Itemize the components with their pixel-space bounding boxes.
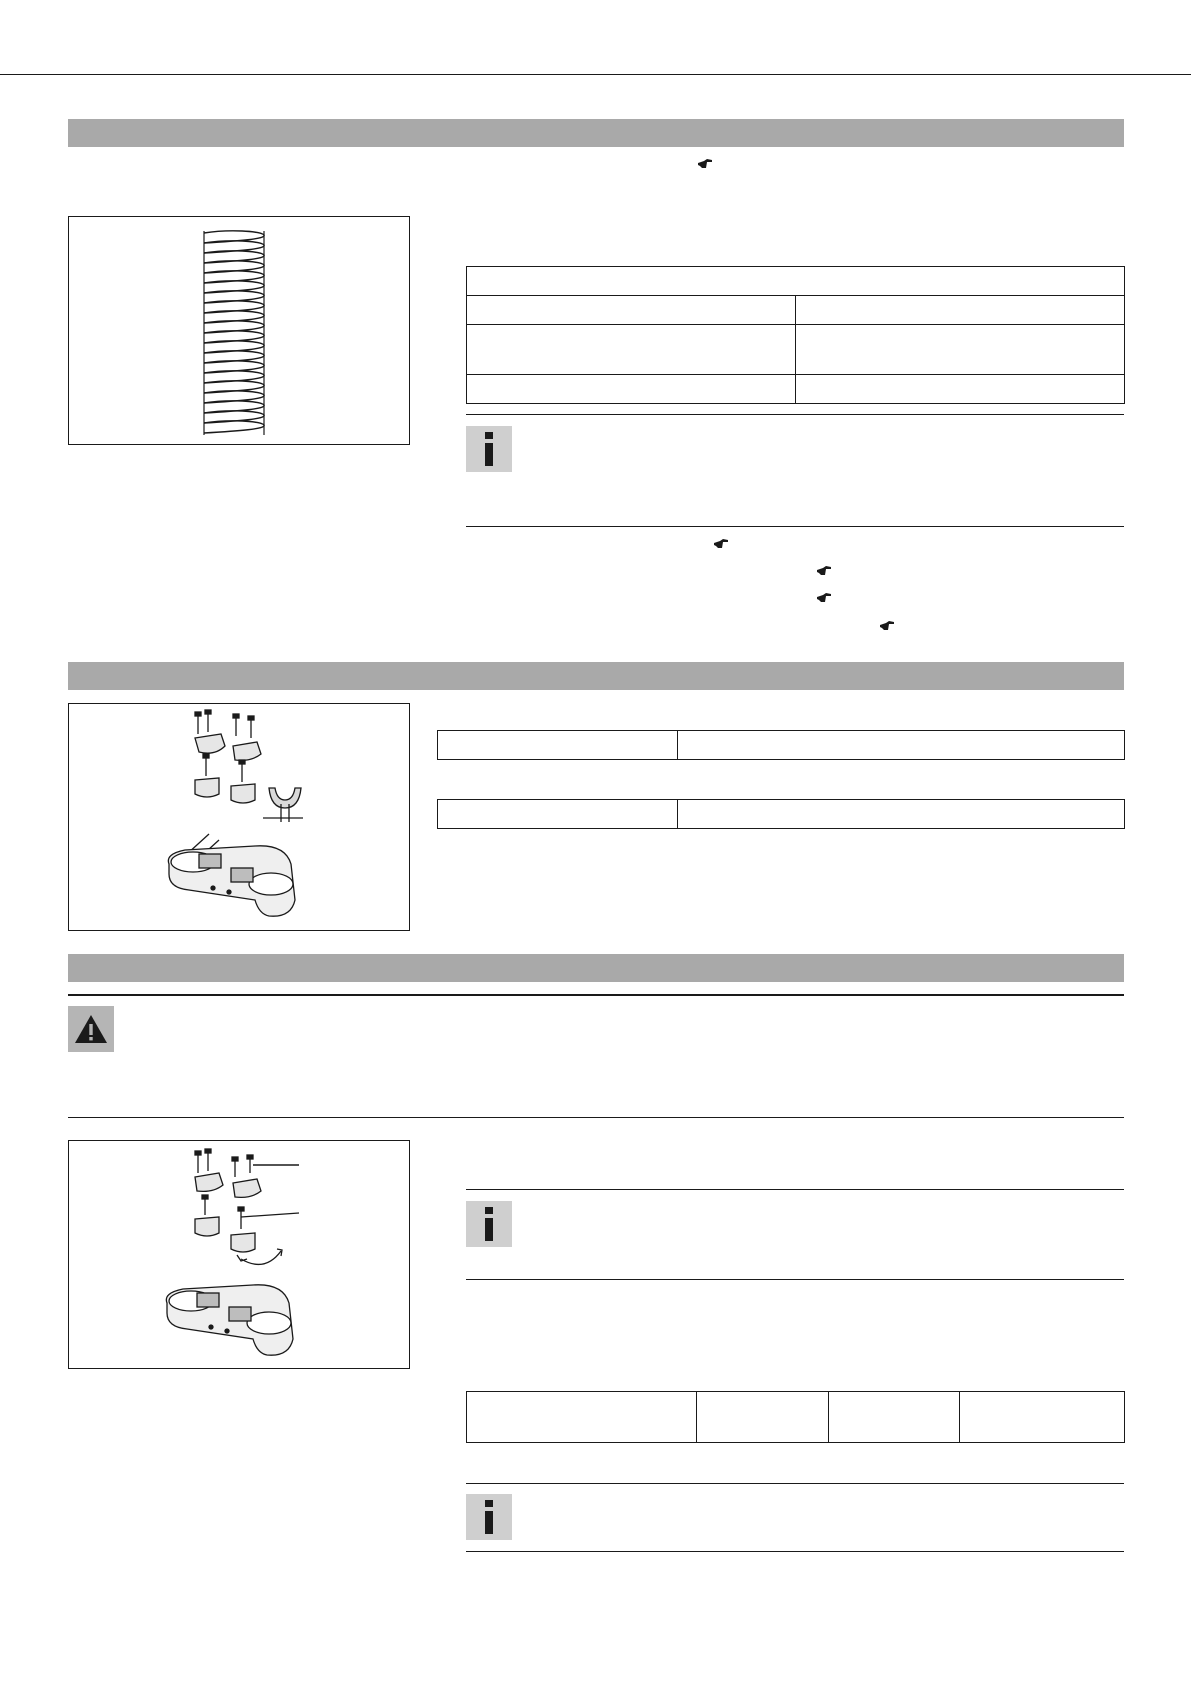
info-note-bottom-rule bbox=[466, 1279, 1124, 1280]
table-cell bbox=[438, 800, 678, 829]
info-icon bbox=[466, 1201, 512, 1247]
table-cell bbox=[467, 325, 796, 375]
table-cell bbox=[467, 1392, 697, 1443]
info-note-bottom-rule bbox=[466, 526, 1124, 527]
info-note-top-rule bbox=[466, 1483, 1124, 1484]
position-spec-table bbox=[466, 1391, 1125, 1443]
reference-icon bbox=[713, 538, 729, 550]
warning-bottom-rule bbox=[68, 1117, 1124, 1118]
table-cell bbox=[678, 731, 1125, 760]
warning-top-rule bbox=[68, 994, 1124, 996]
info-note-top-rule bbox=[466, 414, 1124, 415]
table-header-cell bbox=[467, 267, 1125, 296]
table-cell bbox=[467, 375, 796, 404]
table-cell bbox=[960, 1392, 1125, 1443]
spring-figure bbox=[68, 216, 410, 445]
section-1-header-band bbox=[68, 119, 1124, 147]
clamp-rotation-illustration bbox=[69, 1141, 409, 1368]
table-cell bbox=[796, 325, 1125, 375]
clamp-and-triple-clamp-illustration bbox=[69, 704, 409, 930]
section-3-header-band bbox=[68, 954, 1124, 982]
reference-icon bbox=[816, 565, 832, 577]
reference-icon bbox=[816, 592, 832, 604]
clamp-rotation-figure bbox=[68, 1140, 410, 1369]
spring-spec-table bbox=[466, 266, 1125, 404]
handlebar-clamp-figure bbox=[68, 703, 410, 931]
table-cell bbox=[796, 296, 1125, 325]
clamp-spec-table-2 bbox=[437, 799, 1125, 829]
info-icon bbox=[466, 1494, 512, 1540]
table-cell bbox=[829, 1392, 960, 1443]
info-note-top-rule bbox=[466, 1189, 1124, 1190]
coil-spring-illustration bbox=[69, 217, 409, 444]
section-2-header-band bbox=[68, 662, 1124, 690]
table-cell bbox=[467, 296, 796, 325]
reference-icon bbox=[879, 620, 895, 632]
table-cell bbox=[678, 800, 1125, 829]
warning-icon bbox=[68, 1006, 114, 1052]
table-cell bbox=[697, 1392, 829, 1443]
reference-icon bbox=[697, 158, 713, 170]
info-note-bottom-rule bbox=[466, 1551, 1124, 1552]
table-cell bbox=[438, 731, 678, 760]
info-icon bbox=[466, 426, 512, 472]
clamp-spec-table-1 bbox=[437, 730, 1125, 760]
table-cell bbox=[796, 375, 1125, 404]
page-header-rule bbox=[0, 74, 1191, 75]
